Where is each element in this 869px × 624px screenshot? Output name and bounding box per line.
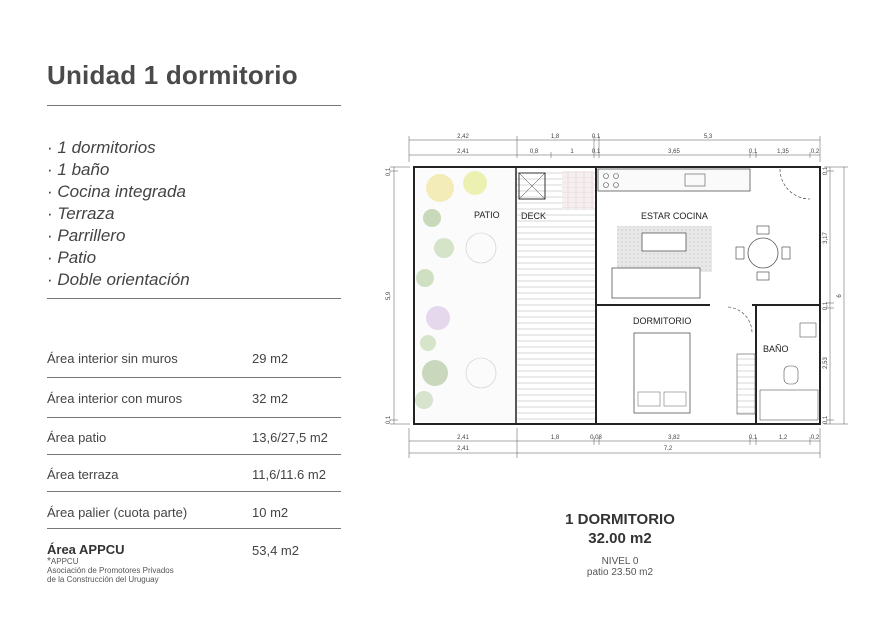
sofa bbox=[612, 268, 700, 298]
feature-item: · Parrillero bbox=[47, 225, 190, 247]
feature-item: · Doble orientación bbox=[47, 269, 190, 291]
dim-bottom-1-d: 3,82 bbox=[668, 435, 680, 441]
dim-top-1-b: 1,8 bbox=[550, 134, 560, 140]
caption-unit-name: 1 DORMITORIO bbox=[565, 511, 675, 528]
dim-top-2-e: 3,65 bbox=[668, 149, 680, 155]
dim-right-a: 0,1 bbox=[823, 166, 829, 176]
grill-area bbox=[562, 171, 594, 209]
area-label: Área patio bbox=[47, 430, 107, 445]
floor-plan bbox=[380, 128, 843, 468]
caption-unit-area: 32.00 m2 bbox=[588, 530, 652, 547]
dim-left-a: 0,1 bbox=[386, 167, 392, 177]
dim-top-2-d: 0,1 bbox=[591, 149, 601, 155]
dim-right-c: 0,1 bbox=[823, 301, 829, 311]
area-label: Área terraza bbox=[47, 467, 119, 482]
coffee-table bbox=[642, 233, 686, 251]
dim-right-b: 3,17 bbox=[823, 232, 829, 244]
appcu-abbr-text: APPCU bbox=[50, 557, 79, 566]
dim-top-1-a: 2,42 bbox=[457, 134, 469, 140]
sink bbox=[800, 323, 816, 337]
appcu-block bbox=[47, 542, 341, 584]
plan-caption bbox=[520, 511, 720, 578]
appcu-value: 53,4 m2 bbox=[252, 543, 299, 558]
area-row bbox=[47, 418, 341, 455]
appcu-desc-line2: de la Construcción del Uruguay bbox=[47, 575, 159, 584]
area-value: 10 m2 bbox=[252, 505, 289, 520]
dim-bottom-1-b: 1,8 bbox=[550, 435, 560, 441]
dining-table bbox=[748, 238, 778, 268]
feature-item: · Terraza bbox=[47, 203, 190, 225]
appcu-star: * bbox=[47, 556, 51, 567]
dim-top-2-a: 2,41 bbox=[457, 149, 469, 155]
title-divider bbox=[47, 105, 341, 106]
dim-right-total: 6 bbox=[837, 294, 843, 298]
dim-top-2-b: 0,8 bbox=[529, 149, 539, 155]
room-label-dormitorio: DORMITORIO bbox=[633, 316, 692, 326]
dim-bottom-1-g: 0,2 bbox=[810, 435, 820, 441]
dim-top-1-c: 0,1 bbox=[591, 134, 601, 140]
features-divider bbox=[47, 298, 341, 299]
room-label-estar: ESTAR COCINA bbox=[641, 211, 708, 221]
dimension-lines-right bbox=[824, 167, 848, 424]
page-title: Unidad 1 dormitorio bbox=[47, 60, 298, 90]
shower bbox=[760, 390, 818, 420]
dim-bottom-1-a: 2,41 bbox=[457, 435, 469, 441]
dimension-lines-bottom bbox=[409, 428, 820, 458]
dim-left-b: 5,9 bbox=[386, 291, 392, 301]
room-label-deck: DECK bbox=[521, 211, 547, 221]
area-label: Área palier (cuota parte) bbox=[47, 505, 188, 520]
area-label: Área interior sin muros bbox=[47, 351, 178, 366]
dim-bottom-1-c: 0,08 bbox=[590, 435, 602, 441]
kitchen-counter bbox=[598, 169, 750, 191]
feature-item: · 1 baño bbox=[47, 159, 190, 181]
entry-door-swing bbox=[780, 169, 810, 199]
caption-patio: patio 23.50 m2 bbox=[586, 567, 654, 578]
room-label-bano: BAÑO bbox=[763, 344, 789, 354]
wardrobe bbox=[737, 354, 755, 414]
dim-bottom-1-e: 0,1 bbox=[748, 435, 758, 441]
dim-top-2-c: 1 bbox=[570, 149, 574, 155]
area-row bbox=[47, 378, 341, 418]
feature-item: · 1 dormitorios bbox=[47, 137, 190, 159]
dim-left-c: 0,1 bbox=[386, 415, 392, 425]
area-row bbox=[47, 338, 341, 378]
area-row bbox=[47, 455, 341, 492]
area-value: 29 m2 bbox=[252, 351, 289, 366]
dimension-lines-left bbox=[390, 167, 410, 424]
toilet bbox=[784, 366, 798, 384]
dim-top-2-g: 1,35 bbox=[777, 149, 789, 155]
appcu-abbr bbox=[47, 557, 341, 566]
feature-item: · Patio bbox=[47, 247, 190, 269]
dim-bottom-2-a: 2,41 bbox=[457, 446, 469, 452]
caption-level: NIVEL 0 bbox=[601, 556, 639, 567]
area-value: 32 m2 bbox=[252, 391, 289, 406]
features-list bbox=[47, 137, 190, 291]
dimension-lines-top bbox=[409, 136, 820, 162]
dim-top-1-d: 5,3 bbox=[703, 134, 713, 140]
appcu-desc-line1: Asociación de Promotores Privados bbox=[47, 566, 174, 575]
dim-bottom-1-f: 1,2 bbox=[778, 435, 788, 441]
area-label: Área interior con muros bbox=[47, 391, 183, 406]
dim-top-2-h: 0,2 bbox=[810, 149, 820, 155]
areas-table bbox=[47, 338, 341, 529]
bedroom-door-swing bbox=[728, 307, 752, 333]
room-label-patio: PATIO bbox=[474, 210, 500, 220]
dim-top-2-f: 0,1 bbox=[748, 149, 758, 155]
dim-right-d: 2,53 bbox=[823, 357, 829, 369]
dim-bottom-2-b: 7,2 bbox=[663, 446, 673, 452]
feature-item: · Cocina integrada bbox=[47, 181, 190, 203]
appcu-label: Área APPCU bbox=[47, 542, 125, 557]
dim-right-e: 0,1 bbox=[823, 415, 829, 425]
area-row bbox=[47, 492, 341, 529]
area-value: 13,6/27,5 m2 bbox=[252, 430, 328, 445]
area-value: 11,6/11.6 m2 bbox=[252, 467, 326, 482]
